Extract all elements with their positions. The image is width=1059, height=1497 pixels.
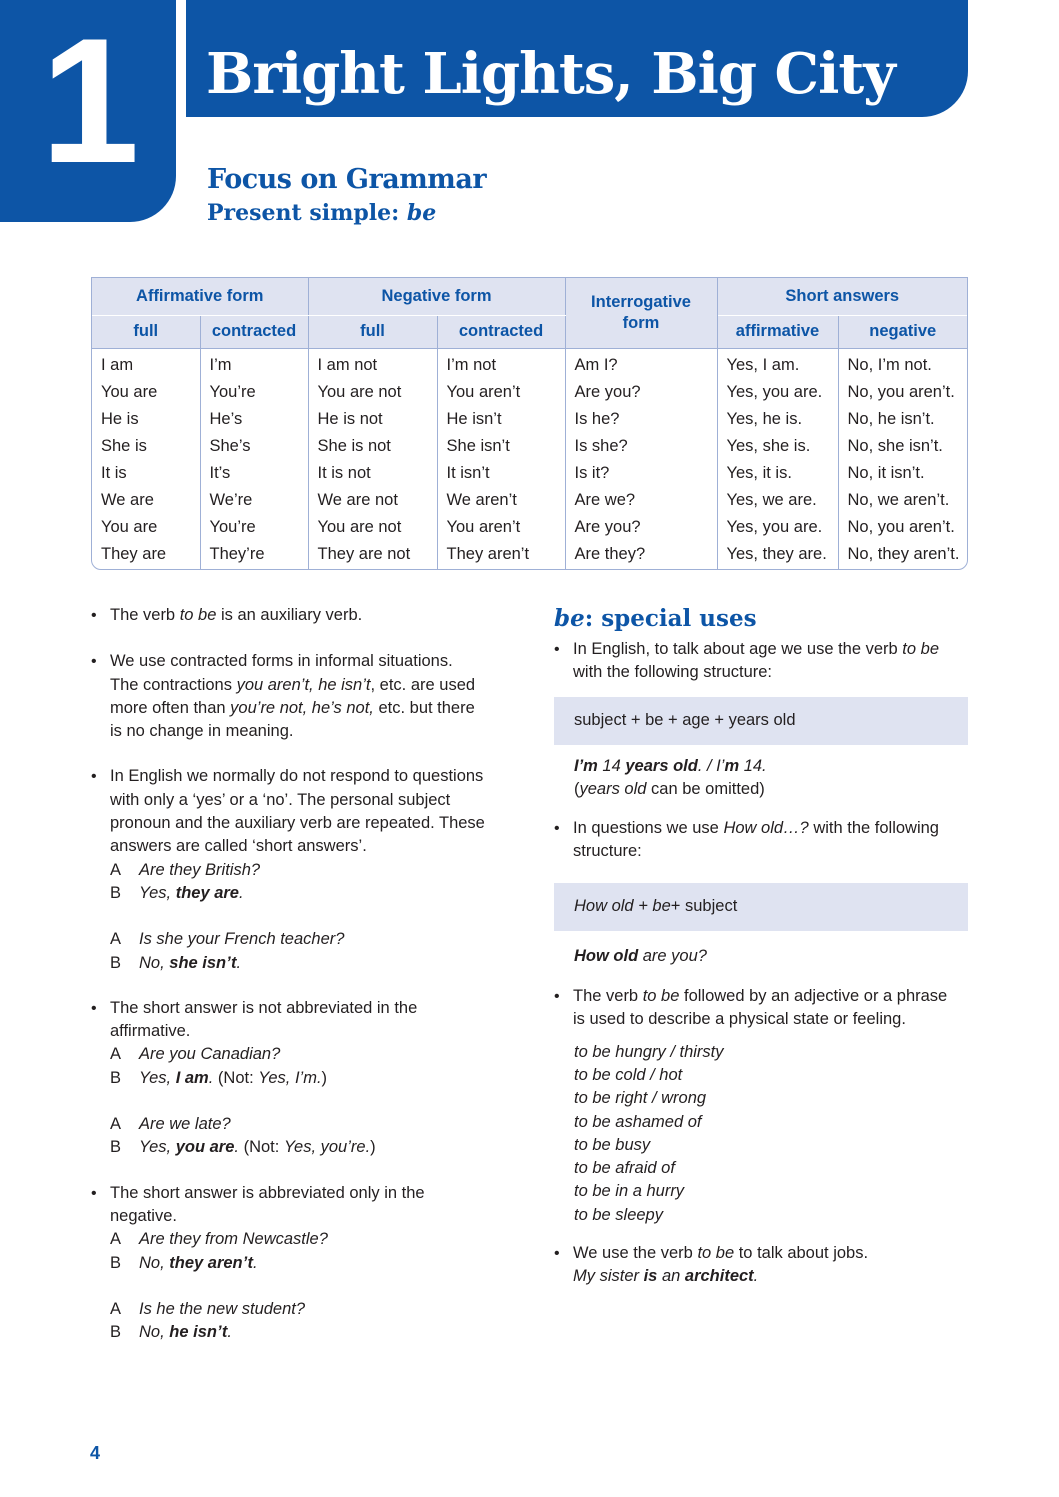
speaker-label: B (110, 1253, 122, 1272)
table-cell: You are not (317, 382, 402, 401)
example-line (91, 859, 511, 882)
page-number: 4 (90, 1443, 101, 1463)
table-cell: No, you aren’t. (847, 518, 955, 537)
text: Yes, (139, 883, 176, 902)
text: Yes, I’m. (258, 1068, 322, 1087)
term: you’re not, he’s not, (230, 698, 374, 717)
example-line (91, 1067, 511, 1090)
unit-number: 1 (40, 1, 136, 200)
table-cell: No, you aren’t. (847, 382, 955, 401)
age-note (554, 778, 968, 801)
speaker-label: B (110, 883, 122, 902)
text-line: is no change in meaning. (110, 722, 294, 741)
table-cell: You’re (209, 518, 256, 537)
emphasis: m (724, 756, 740, 775)
note-age (554, 638, 968, 685)
term: to be (642, 987, 680, 1006)
special-uses-heading (554, 604, 968, 634)
text-line: affirmative. (110, 1022, 191, 1041)
text: Yes, (139, 1068, 176, 1087)
list-item: to be hungry / thirsty (574, 1042, 724, 1061)
text: etc. but there (373, 698, 475, 717)
example-line (91, 1113, 511, 1136)
table-cell: Yes, we are. (726, 490, 817, 509)
table-cell: Is it? (574, 463, 610, 482)
table-cell: Yes, he is. (726, 409, 803, 428)
table-cell: Are we? (574, 490, 636, 509)
header-negative-form: Negative form (308, 278, 565, 315)
emphasis: years old (625, 756, 698, 775)
emphasis: you are (175, 1138, 235, 1157)
text: . / I’ (697, 756, 725, 775)
table-cell: You aren’t (446, 518, 521, 537)
example-text: Are they from Newcastle? (139, 1230, 328, 1249)
text: . (208, 1068, 214, 1087)
formula-text: + subject (670, 897, 738, 916)
example-line (91, 1321, 511, 1344)
speaker-label: A (110, 930, 122, 949)
text: is an auxiliary verb. (216, 606, 363, 624)
header-interrogative-line2: form (622, 313, 660, 332)
text: No, (139, 953, 170, 972)
example-text (139, 1252, 258, 1275)
text-line (573, 985, 968, 1008)
example-line (91, 1043, 511, 1066)
emphasis: she isn’t (169, 953, 237, 972)
emphasis: he isn’t (169, 1323, 228, 1342)
example-text (139, 1321, 232, 1344)
table-cell: He’s (209, 409, 243, 428)
speaker-label: B (110, 1138, 122, 1157)
text-line: pronoun and the auxiliary verb are repeated. These (110, 814, 485, 833)
table-cell: We are (101, 490, 154, 509)
emphasis: they aren’t (169, 1253, 254, 1272)
text: . (253, 1253, 258, 1272)
table-cell: Yes, I am. (726, 355, 800, 374)
section-heading: Focus on Grammar (207, 164, 487, 195)
note-how-old (554, 817, 968, 864)
table-cell: I’m not (446, 355, 497, 374)
table-cell: You aren’t (446, 382, 521, 401)
example-text (139, 1067, 327, 1090)
subheader-short-negative: negative (838, 315, 967, 348)
table-cell: No, we aren’t. (847, 490, 950, 509)
subheader-aff-contracted: contracted (200, 315, 308, 348)
text-line (573, 638, 968, 661)
example-line (91, 1136, 511, 1159)
column-interrogative (565, 348, 717, 569)
text: are you? (638, 946, 707, 965)
table-cell: Yes, it is. (726, 463, 792, 482)
emphasis: they are (175, 883, 239, 902)
text: . (234, 1138, 239, 1157)
example-text: Are we late? (139, 1115, 231, 1134)
table-cell: Are you? (574, 518, 641, 537)
text: Yes, (139, 1138, 176, 1157)
text-line: answers are called ‘short answers’. (110, 837, 367, 856)
jobs-example (573, 1265, 968, 1288)
text: more often than (110, 698, 231, 717)
term: to be (697, 1244, 735, 1263)
subheader-neg-full: full (308, 315, 437, 348)
example-line (91, 1298, 511, 1321)
right-column (554, 604, 968, 1289)
table-cell: Yes, you are. (726, 518, 823, 537)
table-body-row (92, 348, 967, 569)
speaker-label: B (110, 1323, 122, 1342)
subheading-term: be (406, 200, 437, 226)
note-not-abbreviated-affirmative (91, 997, 511, 1044)
table-cell: Are they? (574, 545, 646, 564)
age-example (554, 755, 968, 778)
header-interrogative-form (565, 278, 717, 348)
table-cell: They aren’t (446, 545, 530, 564)
text: an (657, 1267, 685, 1286)
text-line: • The short answer is abbreviated only in the (110, 1183, 425, 1202)
table-cell: She is (101, 436, 147, 455)
speaker-label: B (110, 1068, 122, 1087)
header-short-answers: Short answers (717, 278, 967, 315)
text: . (227, 1323, 232, 1342)
table-cell: They’re (209, 545, 265, 564)
emphasis: is (643, 1267, 658, 1286)
text: followed by an adjective or a phrase (679, 987, 948, 1006)
list-item: to be busy (574, 1135, 651, 1154)
text: In English, to talk about age we use the verb (573, 640, 903, 658)
example-text: Are you Canadian? (139, 1045, 281, 1064)
table-cell: No, he isn’t. (847, 409, 935, 428)
table-cell: You are (101, 382, 158, 401)
column-short-affirmative (717, 348, 838, 569)
text: to talk about jobs. (734, 1244, 869, 1263)
table-cell: Am I? (574, 355, 618, 374)
table-cell: It’s (209, 463, 231, 482)
example-text: Is she your French teacher? (139, 930, 345, 949)
list-item: to be cold / hot (574, 1065, 683, 1084)
unit-title: Bright Lights, Big City (206, 41, 895, 107)
table-cell: She is not (317, 436, 391, 455)
table-cell: No, it isn’t. (847, 463, 925, 482)
term: to be (902, 640, 939, 658)
table-cell: She isn’t (446, 436, 510, 455)
table-cell: He is (101, 409, 139, 428)
term: you aren’t, he isn’t (236, 675, 371, 694)
text-line: with the following structure: (573, 663, 773, 682)
table-cell: Yes, you are. (726, 382, 823, 401)
text: can be omitted) (646, 779, 765, 798)
text: The contractions (110, 675, 237, 694)
table-cell: It is (101, 463, 127, 482)
table-cell: It is not (317, 463, 371, 482)
list-item: to be right / wrong (574, 1089, 707, 1108)
note-auxiliary-verb (91, 604, 511, 627)
how-old-example (554, 945, 968, 968)
example-text (139, 1136, 376, 1159)
table-cell: No, they aren’t. (847, 545, 960, 564)
table-cell: Are you? (574, 382, 641, 401)
table-cell: I am not (317, 355, 378, 374)
heading-text: : special uses (584, 605, 757, 632)
text: In questions we use (573, 819, 724, 838)
speaker-label: A (110, 860, 122, 879)
text-line (573, 1242, 968, 1265)
text: . (236, 953, 242, 972)
table-cell: You are not (317, 518, 402, 537)
subheader-neg-contracted: contracted (437, 315, 565, 348)
table-cell: He isn’t (446, 409, 502, 428)
header-interrogative-line1: Interrogative (591, 292, 691, 311)
speaker-label: B (110, 953, 122, 972)
table-cell: I’m (209, 355, 232, 374)
text: (Not: (213, 1068, 259, 1087)
text-line (573, 817, 968, 840)
term: years old (579, 779, 647, 798)
how-old-formula-box (554, 883, 968, 931)
speaker-label: A (110, 1299, 122, 1318)
grammar-table (91, 277, 968, 570)
table-cell: We are not (317, 490, 398, 509)
note-abbreviated-negative (91, 1182, 511, 1229)
list-item: to be ashamed of (574, 1112, 702, 1131)
emphasis: I am (175, 1068, 209, 1087)
feeling-examples (554, 1041, 968, 1227)
text-line: is used to describe a physical state or feeling. (573, 1010, 906, 1029)
example-line (91, 1228, 511, 1251)
unit-title-bar (186, 0, 968, 117)
table-cell: No, she isn’t. (847, 436, 943, 455)
table-cell: It isn’t (446, 463, 490, 482)
text: 14. (739, 756, 767, 775)
list-item: to be sleepy (574, 1205, 663, 1224)
list-item: to be in a hurry (574, 1182, 685, 1201)
header-affirmative-form: Affirmative form (92, 278, 308, 315)
column-neg-contracted (437, 348, 565, 569)
note-physical-state (554, 985, 968, 1032)
table-cell: No, I’m not. (847, 355, 932, 374)
example-text: Are they British? (139, 860, 261, 879)
text-line (110, 674, 511, 697)
list-item: to be afraid of (574, 1159, 675, 1178)
table-cell: We aren’t (446, 490, 517, 509)
text: No, (139, 1323, 170, 1342)
table-cell: They are not (317, 545, 411, 564)
table-cell: Yes, they are. (726, 545, 827, 564)
note-short-answers (91, 765, 511, 858)
formula-term: How old + be (574, 897, 671, 916)
example-line (91, 882, 511, 905)
text: My sister (573, 1267, 644, 1286)
heading-term: be (554, 605, 585, 632)
table-cell: They are (101, 545, 167, 564)
text: . (239, 883, 244, 902)
example-line (91, 928, 511, 951)
emphasis: architect (684, 1267, 754, 1286)
emphasis: I’m (574, 756, 598, 775)
text: We use the verb (573, 1244, 698, 1263)
speaker-label: A (110, 1115, 122, 1134)
subheading-prefix: Present simple: (207, 200, 407, 226)
table-cell: I am (101, 355, 134, 374)
column-aff-full (92, 348, 200, 569)
table-cell: Yes, she is. (726, 436, 811, 455)
text: ) (370, 1138, 376, 1157)
text: Yes, you’re. (283, 1138, 371, 1157)
speaker-label: A (110, 1045, 122, 1064)
note-jobs (554, 1242, 968, 1289)
example-line (91, 952, 511, 975)
text: ) (321, 1068, 328, 1087)
unit-number-block (0, 0, 176, 222)
text: with the following (808, 819, 939, 838)
column-aff-contracted (200, 348, 308, 569)
text: 14 (597, 756, 626, 775)
example-text: Is he the new student? (139, 1299, 306, 1318)
text: (Not: (239, 1138, 284, 1157)
example-text (139, 952, 241, 975)
example-line (91, 1252, 511, 1275)
text: . (753, 1267, 759, 1286)
age-formula-box: subject + be + age + years old (554, 697, 968, 745)
text: The verb (110, 606, 180, 624)
column-short-negative (838, 348, 967, 569)
table-cell: You’re (209, 382, 256, 401)
text: , etc. are used (370, 675, 476, 694)
section-subheading (207, 200, 436, 226)
table-cell: We’re (209, 490, 253, 509)
emphasis: How old (574, 946, 639, 965)
speaker-label: A (110, 1230, 122, 1249)
subheader-short-affirmative: affirmative (717, 315, 838, 348)
example-text (139, 882, 244, 905)
table-cell: Is he? (574, 409, 620, 428)
note-contracted-forms (91, 650, 511, 743)
text-line: with only a ‘yes’ or a ‘no’. The personal subject (110, 790, 451, 809)
text-line: • In English we normally do not respond to questions (110, 767, 484, 786)
text: The verb (573, 987, 643, 1006)
text-line (110, 697, 511, 720)
table-cell: Is she? (574, 436, 628, 455)
text-line: structure: (573, 842, 642, 861)
term: How old…? (723, 819, 809, 838)
table-cell: He is not (317, 409, 383, 428)
table-cell: You are (101, 518, 158, 537)
subheader-aff-full: full (92, 315, 200, 348)
text-line: • We use contracted forms in informal situations. (110, 652, 453, 671)
column-neg-full (308, 348, 437, 569)
text-line: negative. (110, 1206, 177, 1225)
text: ( (574, 779, 580, 798)
term: to be (179, 606, 217, 624)
left-column (91, 604, 511, 1344)
text-line: • The short answer is not abbreviated in the (110, 998, 418, 1017)
table-cell: She’s (209, 436, 251, 455)
text: No, (139, 1253, 170, 1272)
